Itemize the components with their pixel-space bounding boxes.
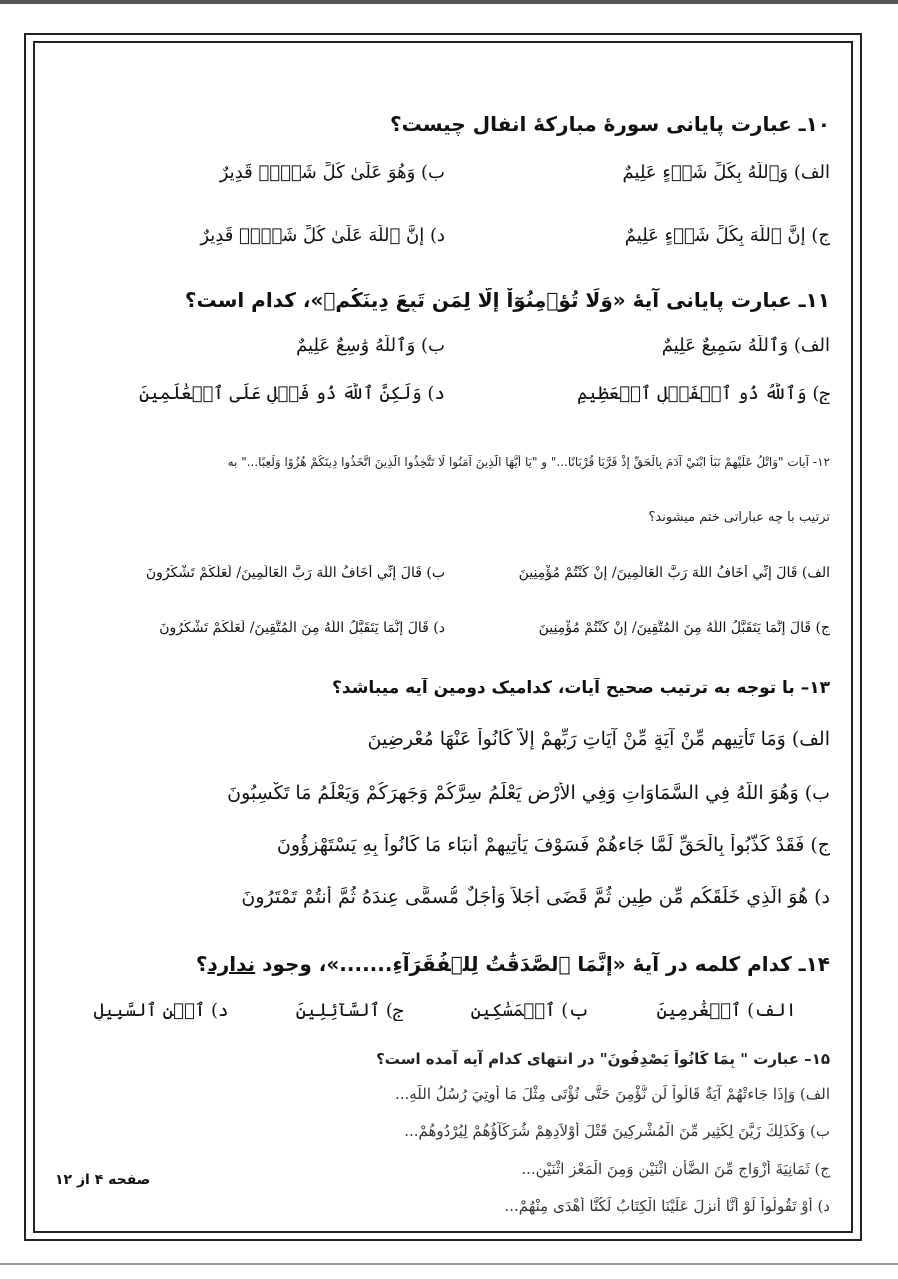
question-12-title-line1: ۱۲- آیات "وَاتْلُ عَلَيْهِمْ نَبَأَ ابْنَيْ آدَمَ بِالْحَقِّ إِذْ قَرَّبَا قُرْبَانًا..." و "يَا أَيُّهَا الَّذِينَ آمَنُوا لَا تَتَّخِذُوا الَّذِينَ اتَّخَذُوا دِينَكُمْ هُزُوًا وَلَعِبًا..." به — [227, 455, 830, 469]
bottom-border-line — [0, 1263, 898, 1265]
q10-option-dal[interactable]: د) إِنَّ ٱللَّهَ عَلَىٰ كُلِّ شَيۡءٖ قَدِيرٌ — [200, 225, 445, 246]
q15-option-jim[interactable]: ج) ثَمَانِيَةَ أَزْوَاجٍ مِّنَ الضَّأْنِ اثْنَيْنِ وَمِنَ الْمَعْزِ اثْنَيْنِ... — [521, 1160, 830, 1178]
q13-option-alef[interactable]: الف) وَمَا تَأْتِيهِم مِّنْ آيَةٍ مِّنْ آيَاتِ رَبِّهِمْ إِلاَّ كَانُواْ عَنْهَا مُعْرِضِينَ — [367, 728, 830, 750]
q14-option-dal[interactable]: د) ٱبۡنِ ٱلسَّبِيلِ — [93, 1000, 229, 1021]
question-14-options-row — [60, 1000, 830, 1021]
question-14-title — [60, 952, 830, 976]
question-11-options-row1 — [60, 335, 830, 356]
q11-option-be[interactable]: ب) وَٱللَّهُ وَٰسِعٌ عَلِيمٌ — [296, 335, 445, 356]
q10-option-jim[interactable]: ج) إِنَّ ٱللَّهَ بِكُلِّ شَيۡءٍ عَلِيمٌ — [624, 225, 830, 246]
question-11-title: ۱۱ـ عبارت پایانی آیهٔ «وَلَا تُؤۡمِنُوٓاْ إِلَّا لِمَن تَبِعَ دِينَكُمۡ»، کدام است؟ — [184, 288, 830, 312]
q14-option-jim[interactable]: ج) ٱلسَّآئِلِينَ — [295, 1000, 404, 1021]
top-border-line — [0, 0, 898, 4]
question-12-options-row1 — [60, 565, 830, 581]
question-10-title: ۱۰ـ عبارت پایانی سورهٔ مبارکهٔ انفال چیست؟ — [390, 112, 830, 136]
q14-title-end: ؟ — [195, 952, 208, 976]
q10-option-be[interactable]: ب) وَهُوَ عَلَىٰ كُلِّ شَيۡءٖ قَدِيرٌ — [219, 162, 445, 183]
q13-option-be[interactable]: ب) وَهُوَ اللّهُ فِي السَّمَاوَاتِ وَفِي الأَرْضِ يَعْلَمُ سِرَّكُمْ وَجَهرَكُمْ وَيَعْلَمُ مَا تَكْسِبُونَ — [227, 782, 830, 804]
question-12-options-row2 — [60, 620, 830, 636]
question-10-options-row1 — [60, 162, 830, 183]
q12-option-alef[interactable]: الف) قَالَ إِنِّي أَخَافُ اللَّهَ رَبَّ الْعَالَمِينَ/ إِنْ كُنْتُمْ مُؤْمِنِينَ — [518, 565, 830, 581]
question-11-options-row2 — [60, 383, 830, 404]
q12-option-be[interactable]: ب) قَالَ إِنِّي أَخَافُ اللَّهَ رَبَّ الْعَالَمِينَ/ لَعَلَّكُمْ تَشْكُرُونَ — [145, 565, 445, 581]
q11-option-dal[interactable]: د) وَلَٰكِنَّ ٱللَّهَ ذُو فَضۡلٍ عَلَى ٱلۡعَٰلَمِينَ — [138, 383, 445, 404]
question-13-title: ۱۳– با توجه به ترتیب صحیح آیات، کدامیک دومین آیه میباشد؟ — [332, 678, 830, 698]
question-15-title: ۱۵– عبارت " بِمَا كَانُواْ يَصْدِفُونَ" در انتهای کدام آیه آمده است؟ — [376, 1050, 830, 1068]
q11-option-jim[interactable]: ج) وَٱللَّهُ ذُو ٱلۡفَضۡلِ ٱلۡعَظِيمِ — [577, 383, 830, 404]
q15-option-be[interactable]: ب) وَكَذَلِكَ زَيَّنَ لِكَثِيرٍ مِّنَ الْمُشْرِكِينَ قَتْلَ أَوْلاَدِهِمْ شُرَكَآؤُهُمْ لِيُرْدُوهُمْ... — [404, 1122, 830, 1140]
exam-page — [60, 60, 830, 1220]
question-12-title-line2: ترتیب با چه عباراتی ختم میشوند؟ — [648, 510, 830, 525]
q12-option-dal[interactable]: د) قَالَ إِنَّمَا يَتَقَبَّلُ اللَّهُ مِنَ الْمُتَّقِينَ/ لَعَلَّكُمْ تَشْكُرُونَ — [159, 620, 445, 636]
question-10-options-row2 — [60, 225, 830, 246]
q14-option-be[interactable]: ب) ٱلۡمَسَٰكِينِ — [470, 1000, 590, 1021]
page-number-footer: صفحه ۴ از ۱۲ — [55, 1172, 151, 1188]
q15-option-alef[interactable]: الف) وَإِذَا جَاءتْهُمْ آيَةٌ قَالُواْ لَن نُّؤْمِنَ حَتَّى نُؤْتَى مِثْلَ مَا أُوتِيَ رُسُلُ اللّهِ... — [394, 1085, 830, 1103]
q10-option-alef[interactable]: الف) وَٱللَّهُ بِكُلِّ شَيۡءٍ عَلِيمٌ — [622, 162, 830, 183]
q14-title-text: ۱۴ـ کدام کلمه در آیهٔ «إِنَّمَا ٱلصَّدَقَٰتُ لِلۡفُقَرَآءِ.......»، وجود — [255, 952, 830, 976]
q13-option-jim[interactable]: ج) فَقَدْ كَذَّبُواْ بِالْحَقِّ لَمَّا جَاءهُمْ فَسَوْفَ يَأْتِيهِمْ أَنبَاء مَا كَانُواْ بِهِ يَسْتَهْزِؤُونَ — [276, 834, 830, 856]
q13-option-dal[interactable]: د) هُوَ الَّذِي خَلَقَكُم مِّن طِينٍ ثُمَّ قَضَى أَجَلاً وَأَجَلٌ مُّسمًّى عِندَهُ ثُمَّ أَنتُمْ تَمْتَرُونَ — [241, 886, 830, 908]
q11-option-alef[interactable]: الف) وَٱللَّهُ سَمِيعٌ عَلِيمٌ — [661, 335, 830, 356]
q14-title-underlined: ندارد — [207, 952, 256, 976]
q12-option-jim[interactable]: ج) قَالَ إِنَّمَا يَتَقَبَّلُ اللَّهُ مِنَ الْمُتَّقِينَ/ إِنْ كُنْتُمْ مُؤْمِنِينَ — [538, 620, 830, 636]
q14-option-alef[interactable]: الف) ٱلۡغَٰرِمِينَ — [656, 1000, 797, 1021]
q15-option-dal[interactable]: د) أَوْ تَقُولُواْ لَوْ أَنَّا أُنزِلَ عَلَيْنَا الْكِتَابُ لَكُنَّا أَهْدَى مِنْهُمْ... — [504, 1197, 830, 1215]
